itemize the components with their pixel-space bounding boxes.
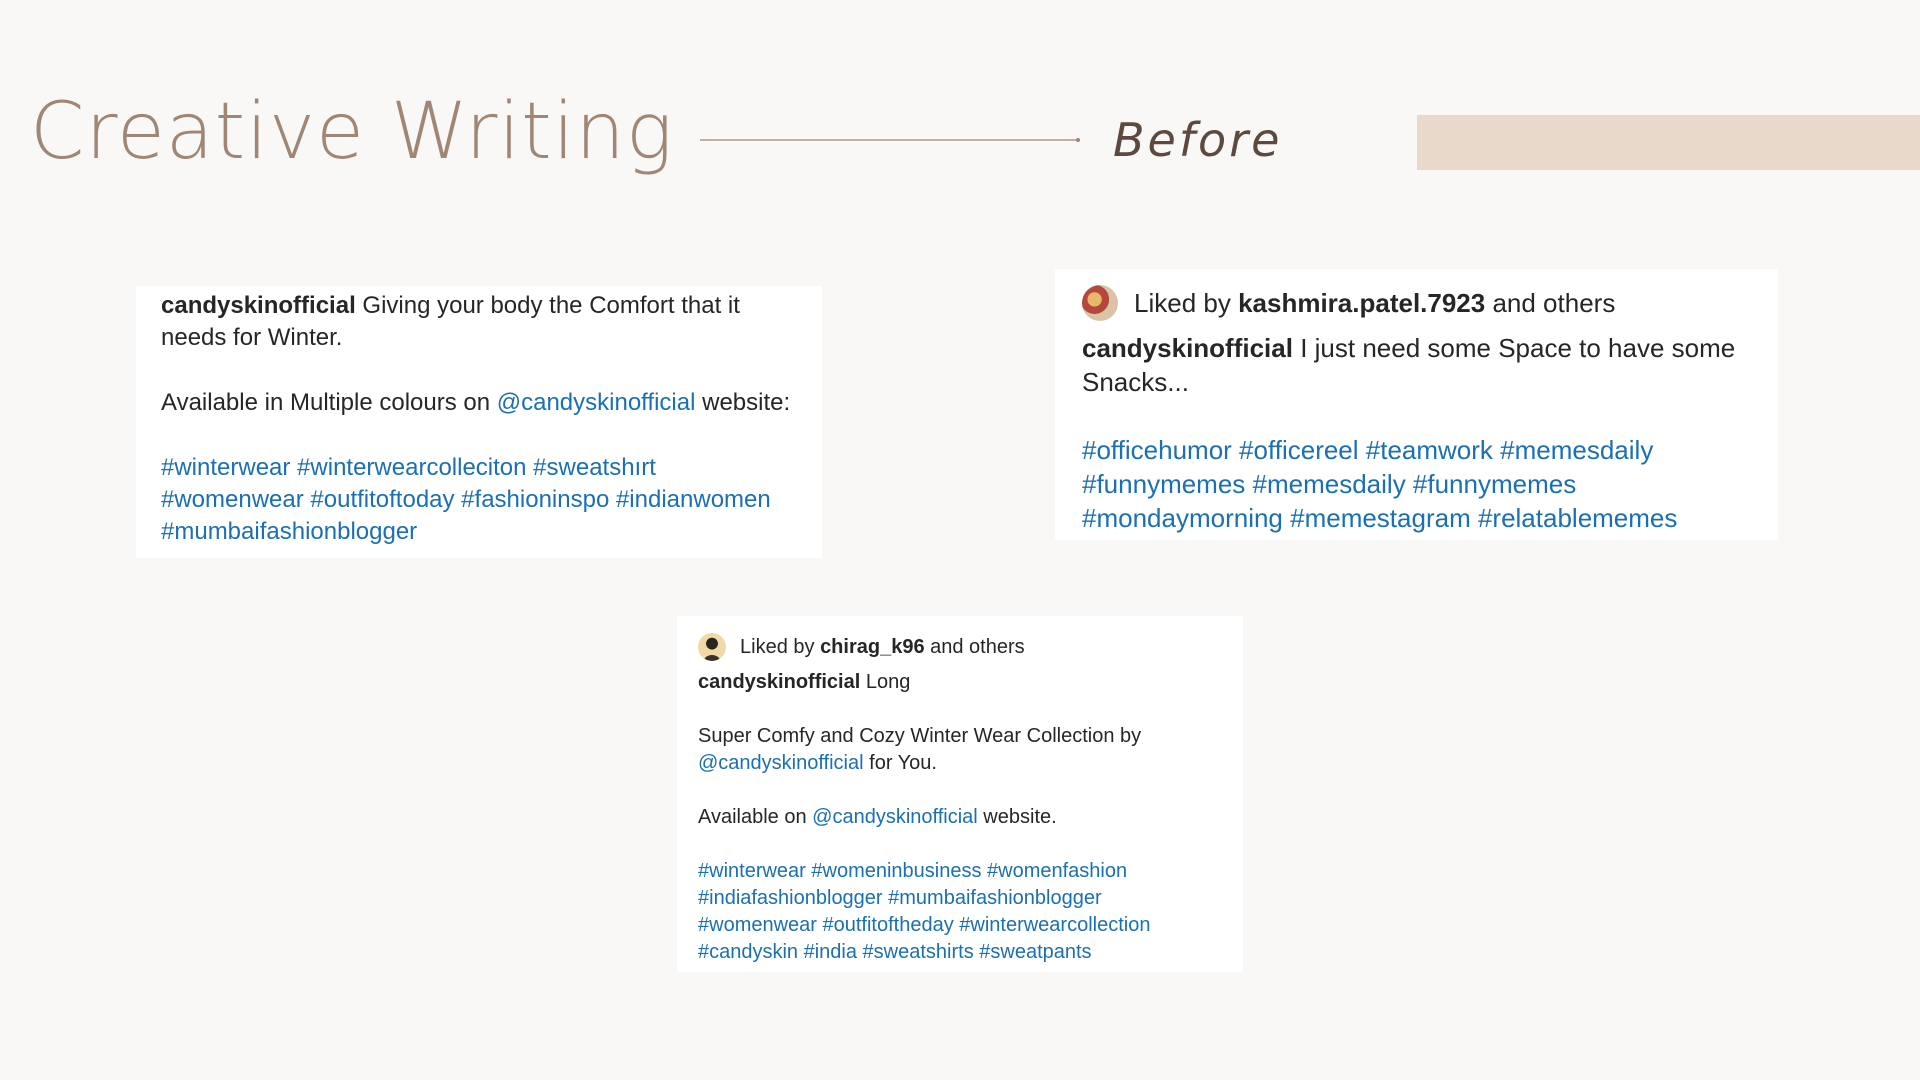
caption-availability-line bbox=[698, 804, 1223, 831]
caption-text: Available on bbox=[698, 806, 813, 828]
avatar[interactable] bbox=[1082, 285, 1118, 321]
hashtag-list[interactable]: #officehumor #officereel #teamwork #memesdaily #funnymemes #memesdaily #funnymemes #mondaymorning #memestagram #relatablememes bbox=[1082, 435, 1678, 533]
caption-text: Giving your body the Comfort that it needs for Winter. bbox=[161, 292, 740, 351]
avatar[interactable] bbox=[698, 633, 726, 661]
caption-collection-line bbox=[698, 723, 1223, 777]
mention-link[interactable]: @candyskinofficial bbox=[812, 806, 978, 828]
caption-text: Super Comfy and Cozy Winter Wear Collection by bbox=[698, 725, 1142, 747]
post-username[interactable]: candyskinofficial bbox=[161, 292, 356, 319]
hashtag-list[interactable]: #winterwear #winterwearcolleciton #sweatshırt #womenwear #outfitoftoday #fashioninspo #indianwomen #mumbaifashionblogger bbox=[161, 454, 771, 545]
accent-bar bbox=[1417, 115, 1920, 170]
liked-by-username[interactable]: chirag_k96 bbox=[820, 635, 925, 658]
hashtag-list[interactable]: #winterwear #womeninbusiness #womenfashion #indiafashionblogger #mumbaifashionblogger #womenwear #outfitoftheday #winterwearcollection #candyskin #india #sweatshirts #sweatpants bbox=[698, 860, 1151, 963]
post-caption-card-1 bbox=[136, 286, 822, 558]
caption-text: for You. bbox=[863, 752, 937, 774]
liked-by-row bbox=[698, 633, 1223, 661]
post-caption bbox=[1082, 331, 1758, 399]
caption-text: Long bbox=[860, 671, 911, 693]
caption-text: website. bbox=[977, 806, 1057, 828]
caption-text: Available in Multiple colours on bbox=[161, 389, 497, 416]
caption-availability-line bbox=[161, 387, 802, 419]
mention-link[interactable]: @candyskinofficial bbox=[496, 389, 696, 416]
post-username[interactable]: candyskinofficial bbox=[698, 671, 861, 693]
caption-text: I just need some Space to have some Snacks... bbox=[1082, 333, 1736, 397]
post-caption bbox=[698, 669, 1223, 696]
post-caption bbox=[161, 290, 802, 354]
title-divider-line bbox=[700, 139, 1078, 141]
liked-by-username[interactable]: kashmira.patel.7923 bbox=[1238, 288, 1486, 318]
liked-by-others[interactable]: and others bbox=[924, 635, 1025, 658]
liked-by-label: Liked by bbox=[740, 635, 821, 658]
liked-by-text bbox=[1134, 286, 1615, 320]
post-caption-card-3 bbox=[677, 616, 1243, 972]
liked-by-text bbox=[740, 634, 1025, 661]
section-subtitle: Before bbox=[1113, 113, 1283, 167]
liked-by-label: Liked by bbox=[1134, 288, 1239, 318]
mention-link[interactable]: @candyskinofficial bbox=[698, 752, 864, 774]
post-caption-card-2 bbox=[1055, 269, 1778, 540]
caption-text: website: bbox=[695, 389, 791, 416]
post-username[interactable]: candyskinofficial bbox=[1082, 333, 1293, 363]
liked-by-row bbox=[1082, 285, 1758, 321]
liked-by-others[interactable]: and others bbox=[1485, 288, 1616, 318]
page-title: Creative Writing bbox=[30, 87, 674, 177]
